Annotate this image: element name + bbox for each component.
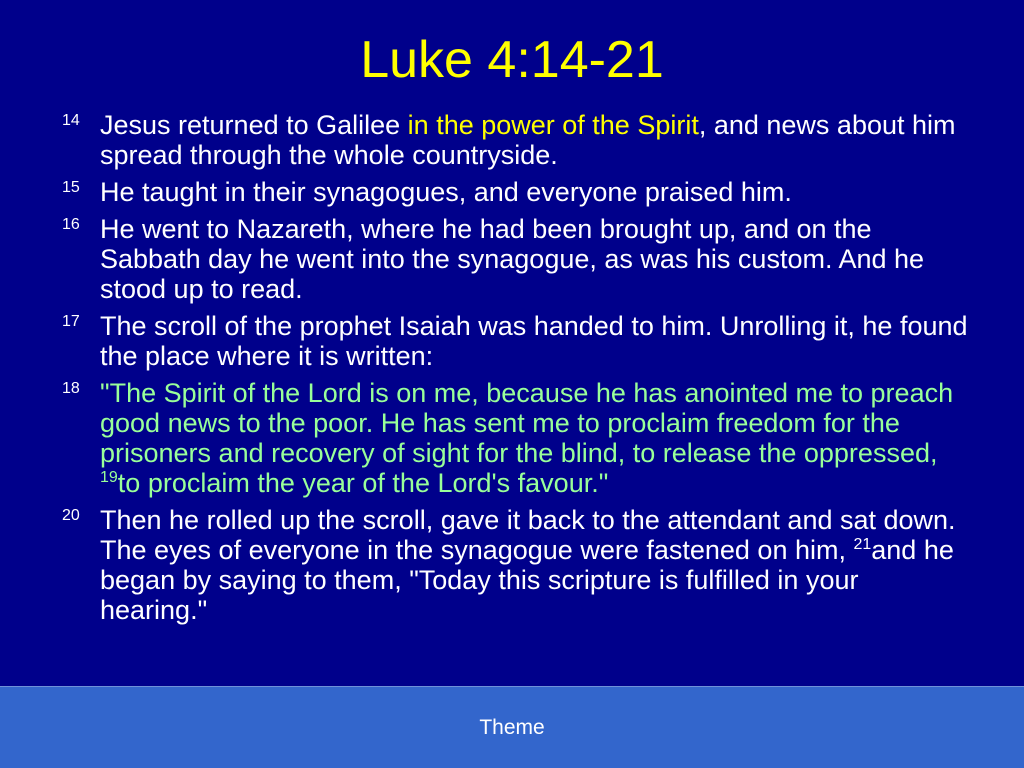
verse-text: He went to Nazareth, where he had been brought up, and on the Sabbath day he went into the synagogue, as was his custom. And he stood up to read. bbox=[100, 214, 925, 304]
inline-verse-number: 21 bbox=[853, 536, 872, 553]
verse-number: 14 bbox=[62, 112, 80, 129]
verse-number: 18 bbox=[62, 380, 80, 397]
verse-text: The scroll of the prophet Isaiah was handed to him. Unrolling it, he found the place where it is written: bbox=[100, 311, 968, 371]
verse-17 bbox=[62, 311, 972, 371]
slide-title: Luke 4:14-21 bbox=[360, 31, 664, 89]
verse-18 bbox=[62, 378, 972, 498]
highlighted-phrase: in the power of the Spirit bbox=[407, 110, 699, 140]
verse-number: 16 bbox=[62, 216, 80, 233]
verse-number: 15 bbox=[62, 179, 80, 196]
verse-number: 17 bbox=[62, 313, 80, 330]
footer-bar bbox=[0, 686, 1024, 768]
verse-text bbox=[100, 505, 972, 625]
verse-16 bbox=[62, 214, 972, 304]
verse-text-part: Jesus returned to Galilee bbox=[100, 110, 408, 140]
inline-verse-number: 19 bbox=[100, 469, 118, 486]
verse-text: He taught in their synagogues, and everyone praised him. bbox=[100, 177, 792, 207]
verse-number: 20 bbox=[62, 507, 80, 524]
verse-text-part: "The Spirit of the Lord is on me, because he has anointed me to preach good news to the poor. He has sent me to proclaim freedom for the prisoners and recovery of sight for the blind, to release the oppressed, bbox=[100, 378, 954, 468]
verse-14 bbox=[62, 110, 972, 170]
verse-text bbox=[100, 110, 972, 170]
verse-text-quote bbox=[100, 378, 972, 498]
verse-text-part: , and news about him spread through the whole countryside. bbox=[100, 110, 956, 170]
verse-15 bbox=[62, 177, 972, 207]
verse-20 bbox=[62, 505, 972, 625]
theme-label: Theme bbox=[479, 716, 545, 739]
verse-text-part: Then he rolled up the scroll, gave it back to the attendant and sat down. The eyes of everyone in the synagogue were fastened on him, bbox=[100, 505, 956, 565]
verse-text-part: to proclaim the year of the Lord's favour." bbox=[117, 468, 609, 498]
verse-list bbox=[62, 110, 972, 632]
verse-text-part: and he began by saying to them, "Today this scripture is fulfilled in your hearing." bbox=[100, 535, 954, 625]
